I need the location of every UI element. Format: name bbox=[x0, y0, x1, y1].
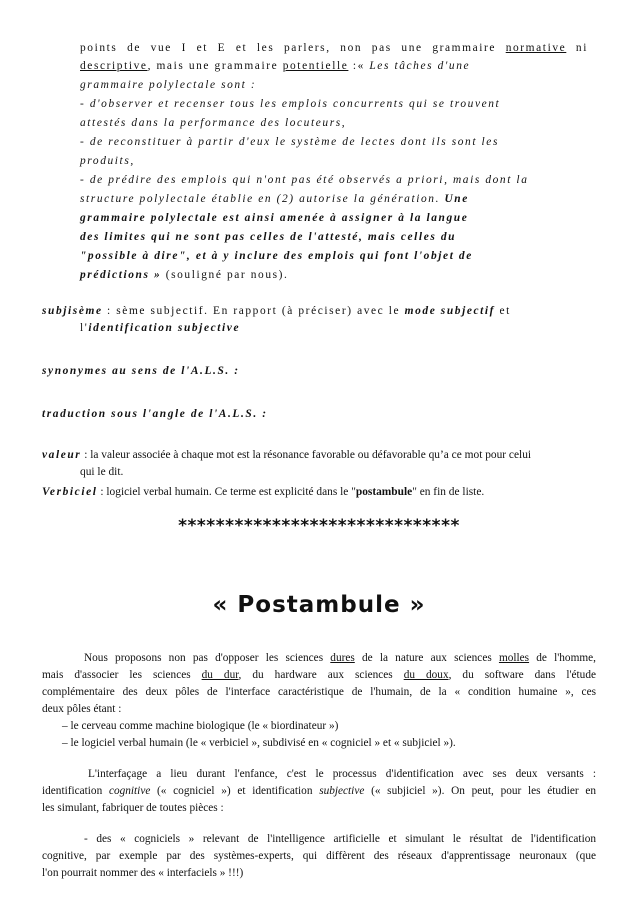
entry-traduction: traduction sous l'angle de l'A.L.S. : bbox=[42, 408, 268, 420]
entry-synonymes: synonymes au sens de l'A.L.S. : bbox=[42, 365, 240, 377]
quote-line-6: - de reconstituer à partir d'eux le système de lectes dont ils sont les bbox=[80, 136, 499, 148]
quote-line-13: prédictions » (souligné par nous). bbox=[80, 269, 289, 281]
quote-line-2: descriptive, mais une grammaire potentielle :« Les tâches d'une bbox=[80, 60, 471, 72]
quote-line-9: structure polylectale établie en (2) autorise la génération. Une bbox=[80, 193, 469, 205]
entry-subjiseme-cont: l'identification subjective bbox=[80, 322, 241, 334]
postambule-title: « Postambule » bbox=[212, 592, 426, 618]
para1-line-1: Nous proposons non pas d'opposer les sciences dures de la nature aux sciences molles de l'homme, bbox=[84, 652, 596, 664]
entry-subjiseme: subjisème : sème subjectif. En rapport (à préciser) avec le mode subjectif et bbox=[42, 305, 511, 317]
para1-line-6: – le logiciel verbal humain (le « verbiciel », subdivisé en « cogniciel » et « subjiciel »). bbox=[62, 737, 456, 749]
quote-line-10: grammaire polylectale est ainsi amenée à assigner à la langue bbox=[80, 212, 469, 224]
quote-line-4: - d'observer et recenser tous les emplois concurrents qui se trouvent bbox=[80, 98, 501, 110]
para1-line-5: – le cerveau comme machine biologique (le « biordinateur ») bbox=[62, 720, 339, 732]
quote-line-11: des limites qui ne sont pas celles de l'attesté, mais celles du bbox=[80, 231, 457, 243]
para1-line-4: deux pôles étant : bbox=[42, 703, 122, 715]
para1-line-3: complémentaire des deux pôles de l'interface caractéristique de l'humain, de la « condition humaine », ces bbox=[42, 686, 596, 698]
para1-line-2: mais d'associer les sciences du dur, du hardware aux sciences du doux, du software dans l'étude bbox=[42, 669, 596, 681]
para2-line-3: les simulant, fabriquer de toutes pièces : bbox=[42, 802, 224, 814]
entry-verbiciel: Verbiciel : logiciel verbal humain. Ce terme est explicité dans le "postambule" en fin de liste. bbox=[42, 486, 485, 498]
para3-line-3: l'on pourrait nommer des « interfaciels » !!!) bbox=[42, 867, 244, 879]
para3-line-2: cognitive, par exemple par des systèmes-experts, qui diffèrent des réseaux d'apprentissage neuronaux (que bbox=[42, 850, 596, 862]
para2-line-2: identification cognitive (« cogniciel ») et identification subjective (« subjiciel »). On peut, pour les étudier en bbox=[42, 785, 596, 797]
quote-line-1: points de vue I et E et les parlers, non pas une grammaire normative ni bbox=[80, 42, 588, 54]
quote-line-7: produits, bbox=[80, 155, 135, 167]
entry-valeur-cont: qui le dit. bbox=[80, 466, 124, 478]
para3-line-1: - des « cogniciels » relevant de l'intelligence artificielle et simulant le résultat de l'identification bbox=[84, 833, 596, 845]
quote-line-3: grammaire polylectale sont : bbox=[80, 79, 257, 91]
entry-valeur: valeur : la valeur associée à chaque mot est la résonance favorable ou défavorable qu’a ce mot pour celui bbox=[42, 449, 532, 461]
separator-stars: ****************************** bbox=[178, 516, 460, 536]
quote-line-5: attestés dans la performance des locuteurs, bbox=[80, 117, 347, 129]
quote-line-12: "possible à dire", et à y inclure des emplois qui font l'objet de bbox=[80, 250, 473, 262]
para2-line-1: L'interfaçage a lieu durant l'enfance, c'est le processus d'identification avec ses deux versants : bbox=[88, 768, 596, 780]
quote-line-8: - de prédire des emplois qui n'ont pas été observés a priori, mais dont la bbox=[80, 174, 529, 186]
